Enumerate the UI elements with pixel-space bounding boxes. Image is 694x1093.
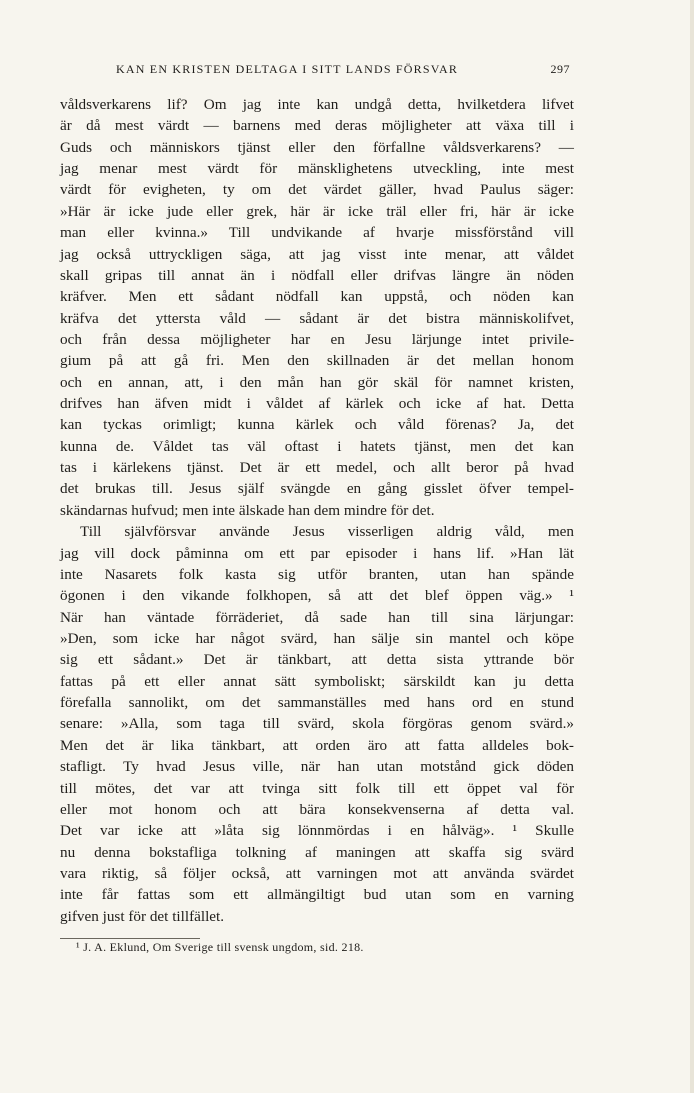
text-line: sig ett sådant.» Det är tänkbart, att detta sista yttrande bör bbox=[60, 651, 574, 669]
text-line: till mötes, det var att tvinga sitt folk till ett öppet val för bbox=[60, 779, 574, 797]
text-line: är då mest värdt — barnens med deras möjligheter att växa till i bbox=[60, 117, 574, 135]
body-text bbox=[60, 94, 574, 927]
text-line: och en annan, att, i den mån han gör skäl för namnet kristen, bbox=[60, 373, 574, 391]
text-line: gium på att gå fri. Men den skillnaden är det mellan honom bbox=[60, 352, 574, 370]
text-line: man eller kvinna.» Till undvikande af hvarje missförstånd vill bbox=[60, 224, 574, 242]
text-line: skändarnas hufvud; men inte älskade han dem mindre för det. bbox=[60, 501, 435, 519]
text-line: »Den, som icke har något svärd, han sälje sin mantel och köpe bbox=[60, 629, 574, 647]
running-head: KAN EN KRISTEN DELTAGA I SITT LANDS FÖRSVAR bbox=[116, 62, 459, 76]
text-line: »Här är icke jude eller grek, här är icke träl eller fri, här är icke bbox=[60, 202, 574, 220]
text-line: senare: »Alla, som taga till svärd, skola förgöras genom svärd.» bbox=[60, 715, 574, 733]
text-line: Till självförsvar använde Jesus visserligen aldrig våld, men bbox=[80, 523, 574, 541]
text-line: gifven just för det tillfället. bbox=[60, 907, 225, 925]
text-line: kan tyckas orimligt; kunna kärlek och våld förenas? Ja, det bbox=[60, 416, 574, 434]
footnote-rule bbox=[60, 938, 200, 939]
text-line: ögonen i den vikande folkhopen, så att det blef öppen väg.» ¹ bbox=[60, 587, 574, 605]
text-line: kunna de. Våldet tas väl oftast i hatets tjänst, men det kan bbox=[60, 437, 574, 455]
text-line: vara riktig, så följer också, att varningen mot att använda svärdet bbox=[60, 864, 574, 882]
text-line: Det var icke att »låta sig lönnmördas i en hålväg». ¹ Skulle bbox=[60, 822, 574, 840]
text-line: stafligt. Ty hvad Jesus ville, när han utan motstånd gick döden bbox=[60, 758, 574, 776]
text-line: skall gripas till annat än i nödfall eller drifvas längre än nöden bbox=[60, 266, 574, 284]
text-line: det brukas till. Jesus själf svängde en gång gisslet öfver tempel- bbox=[60, 480, 574, 498]
text-line: våldsverkarens lif? Om jag inte kan undgå detta, hvilketdera lifvet bbox=[60, 96, 574, 113]
text-line: värdt för evigheten, ty om det värdet gäller, hvad Paulus säger: bbox=[60, 181, 574, 199]
text-line: förefalla sannolikt, om det sammanställes med hans ord en stund bbox=[60, 694, 574, 712]
text-line: kräfva det yttersta våld — sådant är det bistra människolifvet, bbox=[60, 309, 574, 327]
page-number: 297 bbox=[550, 62, 570, 76]
text-line: drifves han äfven midt i våldet af kärlek och icke af hat. Detta bbox=[60, 395, 574, 413]
text-line: jag menar mest värdt för mänsklighetens utveckling, inte mest bbox=[60, 160, 574, 178]
text-line: jag också uttryckligen säga, att jag visst inte menar, att våldet bbox=[60, 245, 574, 263]
text-line: jag vill dock påminna om ett par episoder i hans lif. »Han lät bbox=[60, 544, 574, 562]
text-line: Guds och människors tjänst eller den förfallne våldsverkarens? — bbox=[60, 138, 574, 156]
text-line: eller mot honom och att bära konsekvenserna af detta val. bbox=[60, 800, 574, 818]
text-line: kräfver. Men ett sådant nödfall kan uppstå, och nöden kan bbox=[60, 288, 574, 306]
footnote: ¹ J. A. Eklund, Om Sverige till svensk ungdom, sid. 218. bbox=[76, 940, 364, 954]
text-line: inte får fattas som ett allmängiltigt bud utan som en varning bbox=[60, 886, 574, 904]
text-line: inte Nasarets folk kasta sig utför branten, utan han spände bbox=[60, 565, 574, 583]
text-line: och från dessa möjligheter har en Jesu lärjunge intet privile- bbox=[60, 330, 574, 348]
text-line: fattas på ett eller annat sätt symboliskt; särskildt kan ju detta bbox=[60, 672, 574, 690]
text-line: När han väntade förräderiet, då sade han till sina lärjungar: bbox=[60, 608, 574, 626]
page-header bbox=[60, 62, 570, 82]
text-line: tas i kärlekens tjänst. Det är ett medel, och allt beror på hvad bbox=[60, 459, 574, 477]
page-edge bbox=[690, 0, 694, 1093]
text-line: nu denna bokstafliga tolkning af maningen att skaffa sig svärd bbox=[60, 843, 574, 861]
text-line: Men det är lika tänkbart, att orden äro att fatta alldeles bok- bbox=[60, 736, 574, 754]
